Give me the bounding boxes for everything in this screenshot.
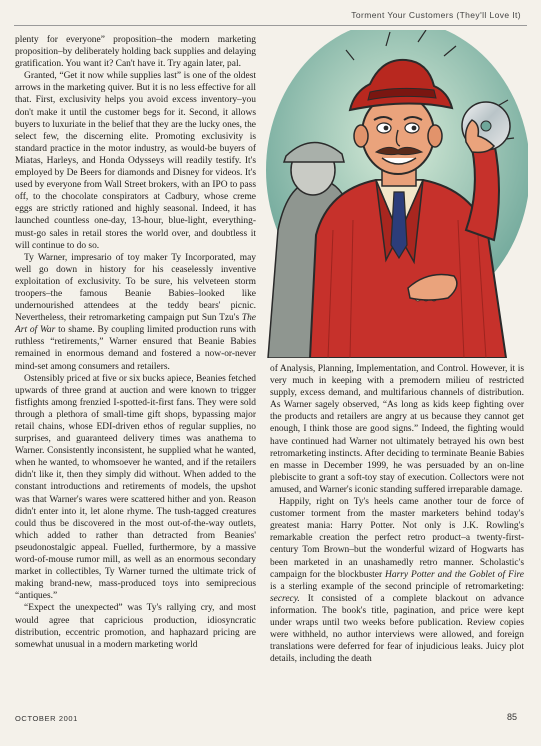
issue-date: OCTOBER 2001 <box>15 714 78 723</box>
paragraph: Granted, “Get it now while supplies last” is one of the oldest arrows in the marketing quiver. But it is no less effective for all that. First, exclusivity helps you avoid excess inventory–you don't make it until the customer begs for it. Second, it allows buyers to luxuriate in the belief that they are the lucky ones, the select few, the discerning elite. Promoting exclusivity is standard practice in the motor industry, as would-be buyers of Miatas, Harleys, and Honda Odysseys will readily testify. It's employed by De Beers for diamonds and Disney for videos. It's used by everyone from Wall Street brokers, with an IPO to pass off, to the chocolate conspirators at Cadbury, whose creme eggs are strictly rationed and highly seasonal. Indeed, it has launched countless one-day, 13-hour, blue-light, everything-must-go sales in retail stores the world over, and doubtless it will continue to do so. <box>15 71 256 251</box>
book-title: The Art of War <box>15 313 256 336</box>
book-title: Harry Potter and the Goblet of Fire <box>385 569 524 580</box>
paragraph: Happily, right on Ty's heels came another tour de force of customer torment from the master marketers behind today's greatest mania: Harry Potter. Not only is J.K. Rowling's remarkable creation the perfect retro product–a twenty-first-century Tom Brown–but the wonderful wizard of Hogwarts has been marketed in an unashamedly retro manner. Scholastic's campaign for the blockbuster Harry Potter and the Goblet of Fire is a sterling example of the second principle of retromarketing: secrecy. It consisted of a complete blackout on advance information. The book's title, pagination, and price were kept under wraps until two weeks before publication. Review copies were withheld, no author interviews were allowed, and foreign translations were deferred for fear of injudicious leaks. Juicy plot details, including the death <box>270 497 524 665</box>
salesman-illustration <box>258 30 528 358</box>
paragraph: plenty for everyone” proposition–the modern marketing proposition–by deliberately holding back supplies and delaying gratification. You want it? Can't have it. Try again later, pal. <box>15 35 256 70</box>
header-rule <box>14 25 527 26</box>
page-number: 85 <box>506 712 517 722</box>
right-text-column <box>270 363 524 665</box>
paragraph: Ostensibly priced at five or six bucks apiece, Beanies fetched upwards of three grand at auction and were known to trigger fistfights among frenzied I-spotted-it-first fans. They were sold through a plethora of small-time gift shops, bypassing major retail chains, whose EDI-driven ethos of regular supplies, no surprises, and guaranteed delivery times was anathema to Warner. Consistently inconsistent, he supplied what he wanted, when he wanted, to whomsoever he wanted, and if the retailers didn't like it, then they simply did without. When added to the constant introductions and retirements of models, the upshot was that Warner's wares were scattered hither and yon. Reason didn't enter into it, let alone rhyme. The tush-tagged creatures could thus be discovered in the most out-of-the-way outlets, which added to rather than detracted from Beanies' pseudonostalgic appeal. Fuelled, furthermore, by a massive word-of-mouse rumor mill, as well as an enormous secondary market in collectibles, Ty Warner turned the ultimate trick of making brand-new, mass-produced toys into semiprecious “antiques.” <box>15 373 256 602</box>
running-head-title: Torment Your Customers (They'll Love It) <box>351 10 521 20</box>
paragraph: of Analysis, Planning, Implementation, and Control. However, it is very much in keeping with a premodern milieu of restricted supply, excess demand, and multifarious channels of distribution. As Warner sagely observed, “As long as kids keep fighting over the products and retailers are angry at us because they cannot get enough, I think those are good signs.” Indeed, the fighting would have continued had Warner not ultimately betrayed his own best retromarketing instincts. After deciding to terminate Beanie Babies en masse in December 1999, he was persuaded by an on-line plebiscite to grant a soft-toy stay of execution. Collectors were not amused, and Warner's iconic standing suffered irreparable damage. <box>270 364 524 495</box>
paragraph: “Expect the unexpected” was Ty's rallying cry, and most would agree that capricious production, idiosyncratic distribution, eccentric promotion, and haphazard pricing are somewhat unusual in a modern marketing world <box>15 603 256 650</box>
paragraph: Ty Warner, impresario of toy maker Ty Incorporated, may well go down in history for his ceaselessly inventive exploitation of exclusivity. To be sure, his velveteen storm troopers–the famous Beanie Babies–looked like undernourished attendees at the teddy bears' picnic. Nevertheless, their retromarketing campaign put Sun Tzu's The Art of War to shame. By coupling limited production runs with ruthless “retirements,” Warner ensured that Beanie Babies remained in enormous demand and fostered a now-or-never mind-set among consumers and retailers. <box>15 252 256 372</box>
tie <box>391 192 407 258</box>
emphasis: secrecy. <box>270 593 300 604</box>
left-text-column <box>15 34 256 651</box>
